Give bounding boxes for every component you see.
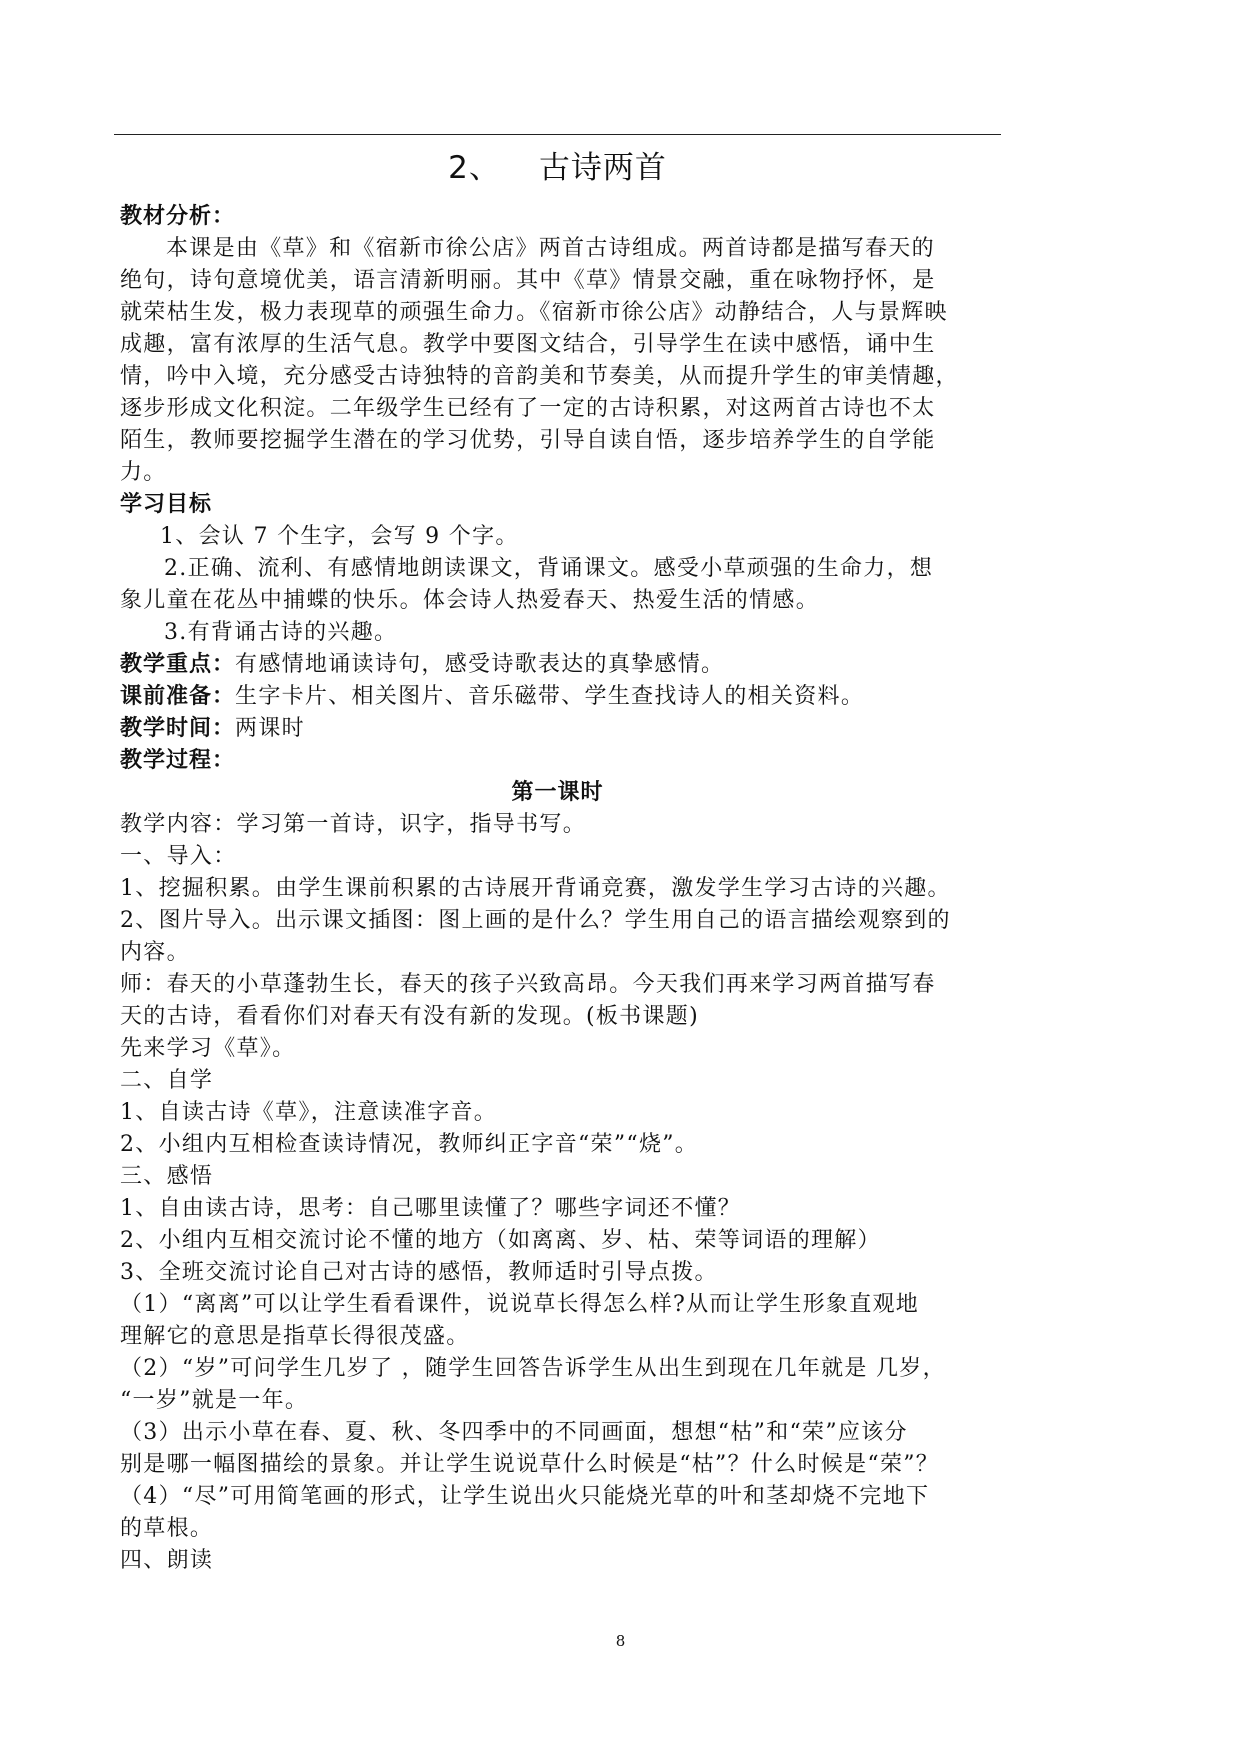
teaching-time-value: 两课时 <box>235 716 305 741</box>
lesson-line: 的草根。 <box>120 1516 214 1541</box>
lesson-line: 一、导入： <box>120 844 237 869</box>
goals-heading: 学习目标 <box>120 492 213 517</box>
lesson-line: （4）“尽”可用简笔画的形式，让学生说出火只能烧光草的叶和茎却烧不完地下 <box>120 1484 930 1509</box>
lesson-line: 二、自学 <box>120 1068 214 1093</box>
lesson-line: 内容。 <box>120 940 190 965</box>
analysis-line: 本课是由《草》和《宿新市徐公店》两首古诗组成。两首诗都是描写春天的 <box>166 236 935 261</box>
lesson-line: 三、感悟 <box>120 1164 214 1189</box>
page-title <box>114 148 1001 188</box>
lesson-line: 2、小组内互相交流讨论不懂的地方（如离离、岁、枯、荣等词语的理解） <box>120 1228 881 1253</box>
goal-line: 3.有背诵古诗的兴趣。 <box>164 620 398 645</box>
lesson1-heading: 第一课时 <box>511 780 604 805</box>
lesson-line: 教学内容：学习第一首诗，识字，指导书写。 <box>120 812 587 837</box>
title-number: 2、 <box>448 150 501 186</box>
lesson-line: 理解它的意思是指草长得很茂盛。 <box>120 1324 470 1349</box>
lesson-line: 1、自由读古诗，思考：自己哪里读懂了？哪些字词还不懂？ <box>120 1196 742 1221</box>
key-point-label: 教学重点： <box>120 652 236 677</box>
process-heading: 教学过程： <box>120 748 236 773</box>
lesson-line: 天的古诗，看看你们对春天有没有新的发现。(板书课题) <box>120 1004 699 1029</box>
analysis-line: 绝句，诗句意境优美，语言清新明丽。其中《草》情景交融，重在咏物抒怀，是 <box>120 268 936 293</box>
lesson-line: 别是哪一幅图描绘的景象。并让学生说说草什么时候是“枯”？什么时候是“荣”？ <box>120 1452 940 1477</box>
goal-line: 2.正确、流利、有感情地朗读课文，背诵课文。感受小草顽强的生命力，想 <box>164 556 934 581</box>
preparation-value: 生字卡片、相关图片、音乐磁带、学生查找诗人的相关资料。 <box>235 684 865 709</box>
title-text: 古诗两首 <box>538 150 667 186</box>
lesson-line: 四、朗读 <box>120 1548 214 1573</box>
header-rule <box>114 134 1001 135</box>
goal-line: 象儿童在花丛中捕蝶的快乐。体会诗人热爱春天、热爱生活的情感。 <box>120 588 820 613</box>
analysis-line: 成趣，富有浓厚的生活气息。教学中要图文结合，引导学生在读中感悟，诵中生 <box>120 332 936 357</box>
key-point <box>120 650 1020 680</box>
analysis-line: 陌生，教师要挖掘学生潜在的学习优势，引导自读自悟，逐步培养学生的自学能 <box>120 428 936 453</box>
lesson-line: 1、自读古诗《草》，注意读准字音。 <box>120 1100 498 1125</box>
lesson-line: “一岁”就是一年。 <box>120 1388 309 1413</box>
lesson-line: （3）出示小草在春、夏、秋、冬四季中的不同画面，想想“枯”和“荣”应该分 <box>120 1420 908 1445</box>
analysis-line: 就荣枯生发，极力表现草的顽强生命力。《宿新市徐公店》动静结合，人与景辉映 <box>120 300 948 325</box>
lesson-line: 1、挖掘积累。由学生课前积累的古诗展开背诵竞赛，激发学生学习古诗的兴趣。 <box>120 876 951 901</box>
analysis-line: 力。 <box>120 460 167 485</box>
lesson-line: （2）“岁”可问学生几岁了 ，随学生回答告诉学生从出生到现在几年就是 几岁， <box>120 1356 946 1381</box>
lesson-line: 2、图片导入。出示课文插图：图上画的是什么？学生用自己的语言描绘观察到的 <box>120 908 951 933</box>
lesson-line: 3、全班交流讨论自己对古诗的感悟，教师适时引导点拨。 <box>120 1260 718 1285</box>
analysis-line: 情，吟中入境，充分感受古诗独特的音韵美和节奏美，从而提升学生的审美情趣， <box>120 364 959 389</box>
preparation-label: 课前准备： <box>120 684 236 709</box>
lesson-line: 先来学习《草》。 <box>120 1036 296 1061</box>
analysis-heading: 教材分析： <box>120 204 236 229</box>
lesson-line: 师：春天的小草蓬勃生长，春天的孩子兴致高昂。今天我们再来学习两首描写春 <box>120 972 936 997</box>
teaching-time <box>120 714 1020 744</box>
lesson-line: 2、小组内互相检查读诗情况，教师纠正字音“荣”“烧”。 <box>120 1132 699 1157</box>
analysis-line: 逐步形成文化积淀。二年级学生已经有了一定的古诗积累，对这两首古诗也不太 <box>120 396 936 421</box>
page-number: 8 <box>615 1632 626 1650</box>
goal-line: 1、会认 7 个生字，会写 9 个字。 <box>160 524 519 549</box>
preparation <box>120 682 1020 712</box>
teaching-time-label: 教学时间： <box>120 716 236 741</box>
lesson-line: （1）“离离”可以让学生看看课件，说说草长得怎么样?从而让学生形象直观地 <box>120 1292 920 1317</box>
key-point-value: 有感情地诵读诗句，感受诗歌表达的真挚感情。 <box>235 652 725 677</box>
